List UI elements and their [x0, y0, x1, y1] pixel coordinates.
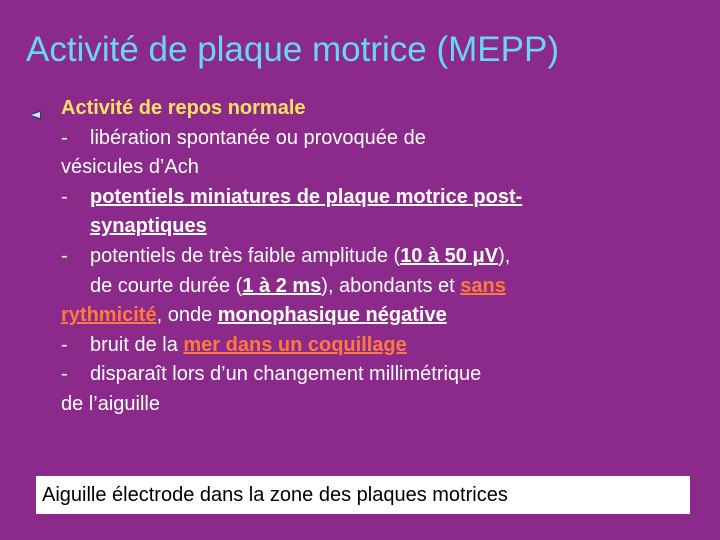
list-item-continuation: synaptiques	[90, 215, 207, 238]
list-item: - potentiels miniatures de plaque motrice post-	[61, 185, 523, 208]
list-item: - libération spontanée ou provoquée de	[61, 126, 426, 149]
list-item-continuation: rythmicité, onde monophasique négative	[61, 304, 447, 327]
list-item: - potentiels de très faible amplitude (10 à 50 μV),	[61, 244, 511, 267]
list-item-continuation: de l’aiguille	[61, 392, 160, 415]
section-heading: Activité de repos normale	[61, 97, 306, 119]
slide-title: Activité de plaque motrice (MEPP)	[26, 30, 559, 69]
bullet-icon	[28, 109, 42, 121]
list-item-continuation: vésicules d’Ach	[61, 156, 199, 179]
slide-body	[61, 94, 661, 420]
list-item-continuation: de courte durée (1 à 2 ms), abondants et sans	[90, 274, 506, 297]
caption-box: Aiguille électrode dans la zone des plaques motrices	[36, 476, 690, 514]
list-item: - bruit de la mer dans un coquillage	[61, 333, 407, 356]
list-item: - disparaît lors d’un changement millimétrique	[61, 363, 482, 386]
